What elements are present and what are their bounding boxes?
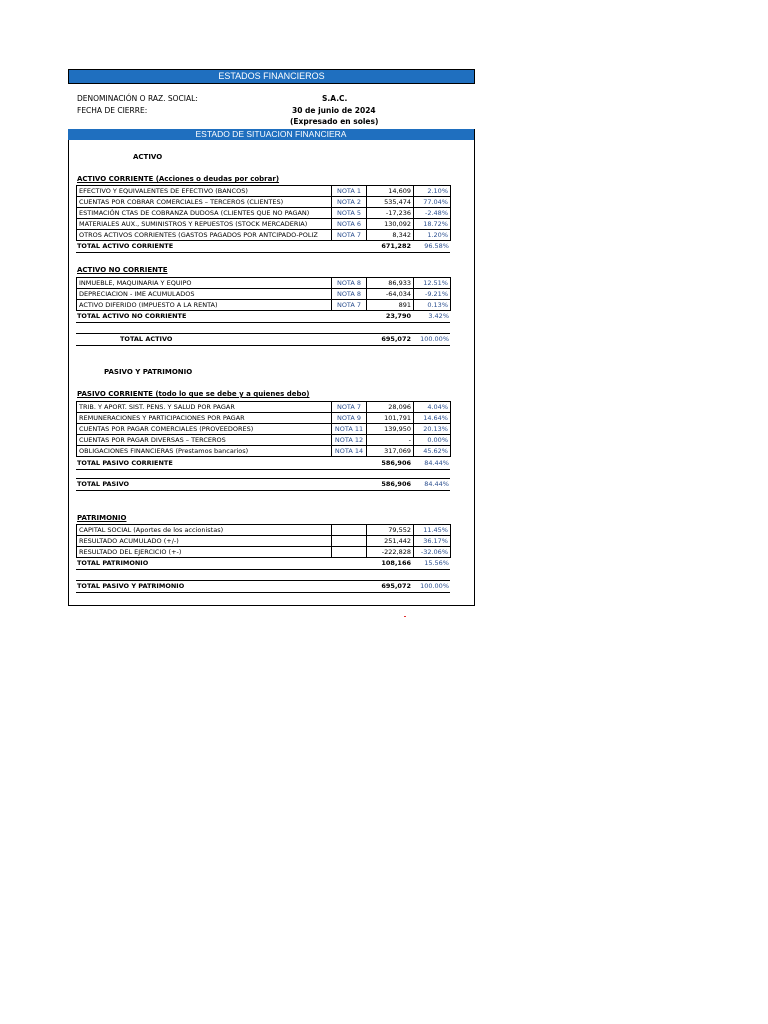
report-title: ESTADOS FINANCIEROS (68, 69, 475, 84)
row-note: NOTA 2 (332, 197, 367, 208)
row-label: OBLIGACIONES FINANCIERAS (Prestamos bancarios) (77, 446, 332, 457)
row-note (332, 525, 367, 536)
expresado-label: (Expresado en soles) (290, 117, 379, 126)
row-label: CUENTAS POR PAGAR DIVERSAS – TERCEROS (77, 435, 332, 446)
row-note (332, 547, 367, 558)
row-label: RESULTADO DEL EJERCICIO (+-) (77, 547, 332, 558)
total-amount: 695,072 (381, 335, 411, 343)
row-note: NOTA 7 (332, 402, 367, 413)
row-pct: 14.64% (414, 413, 451, 424)
total-pct: 96.58% (424, 242, 449, 250)
total-pasivo-patrimonio (76, 580, 450, 593)
row-amount: 101,791 (367, 413, 414, 424)
table-row (77, 413, 451, 424)
total-pct: 100.00% (420, 582, 449, 590)
row-pct: 4.04% (414, 402, 451, 413)
total-label: TOTAL ACTIVO CORRIENTE (77, 242, 174, 250)
row-amount: 28,096 (367, 402, 414, 413)
row-amount: - (367, 435, 414, 446)
row-note: NOTA 1 (332, 186, 367, 197)
row-amount: 79,552 (367, 525, 414, 536)
table-row (77, 525, 451, 536)
total-amount: 671,282 (381, 242, 411, 250)
row-label: MATERIALES AUX., SUMINISTROS Y REPUESTOS (STOCK MERCADERIA) (77, 219, 332, 230)
total-amount: 108,166 (381, 559, 411, 567)
table-row (77, 402, 451, 413)
row-amount: -17,236 (367, 208, 414, 219)
total-label: TOTAL PASIVO (77, 480, 130, 488)
fecha-label: FECHA DE CIERRE: (77, 106, 148, 115)
row-amount: -222,828 (367, 547, 414, 558)
row-label: OTROS ACTIVOS CORRIENTES (GASTOS PAGADOS POR ANTCIPADO-POLIZ (77, 230, 332, 241)
total-label: TOTAL ACTIVO NO CORRIENTE (77, 312, 187, 320)
red-marker (404, 616, 406, 617)
row-amount: 130,092 (367, 219, 414, 230)
row-amount: 891 (367, 300, 414, 311)
row-pct: 1.20% (414, 230, 451, 241)
row-pct: 11.45% (414, 525, 451, 536)
patrimonio-table (76, 524, 451, 558)
total-label: TOTAL PASIVO Y PATRIMONIO (77, 582, 185, 590)
activo-no-corriente-title: ACTIVO NO CORRIENTE (77, 266, 168, 274)
total-pct: 84.44% (424, 459, 449, 467)
denominacion-value: S.A.C. (322, 94, 348, 103)
row-label: CUENTAS POR PAGAR COMERCIALES (PROVEEDORES) (77, 424, 332, 435)
table-row (77, 230, 451, 241)
pasivo-corriente-title: PASIVO CORRIENTE (todo lo que se debe y a quienes debo) (77, 390, 310, 398)
row-label: RESULTADO ACUMULADO (+/-) (77, 536, 332, 547)
row-label: CUENTAS POR COBRAR COMERCIALES – TERCEROS (CLIENTES) (77, 197, 332, 208)
row-amount: 317,069 (367, 446, 414, 457)
row-pct: 45.62% (414, 446, 451, 457)
table-row (77, 289, 451, 300)
total-label: TOTAL PASIVO CORRIENTE (77, 459, 173, 467)
row-amount: 535,474 (367, 197, 414, 208)
row-pct: 2.10% (414, 186, 451, 197)
row-label: ACTIVO DIFERIDO (IMPUESTO A LA RENTA) (77, 300, 332, 311)
row-label: INMUEBLE, MAQUINARIA Y EQUIPO (77, 278, 332, 289)
row-note: NOTA 5 (332, 208, 367, 219)
row-amount: -64,034 (367, 289, 414, 300)
row-note: NOTA 14 (332, 446, 367, 457)
table-row (77, 219, 451, 230)
total-pasivo-corriente (76, 458, 450, 470)
table-row (77, 197, 451, 208)
activo-corriente-title: ACTIVO CORRIENTE (Acciones o deudas por cobrar) (77, 175, 280, 183)
row-amount: 86,933 (367, 278, 414, 289)
activo-corriente-table (76, 185, 451, 241)
table-row (77, 208, 451, 219)
fecha-value: 30 de junio de 2024 (292, 106, 376, 115)
row-note: NOTA 6 (332, 219, 367, 230)
row-amount: 251,442 (367, 536, 414, 547)
row-note: NOTA 11 (332, 424, 367, 435)
table-row (77, 186, 451, 197)
row-label: DEPRECIACION - IME ACUMULADOS (77, 289, 332, 300)
row-pct: 0.00% (414, 435, 451, 446)
table-row (77, 278, 451, 289)
sheet-title: ESTADO DE SITUACION FINANCIERA (68, 129, 474, 140)
table-row (77, 446, 451, 457)
row-pct: 18.72% (414, 219, 451, 230)
table-row (77, 547, 451, 558)
table-row (77, 300, 451, 311)
row-amount: 139,950 (367, 424, 414, 435)
row-note: NOTA 7 (332, 230, 367, 241)
row-pct: 77.04% (414, 197, 451, 208)
row-pct: 12.51% (414, 278, 451, 289)
denominacion-label: DENOMINACIÓN O RAZ. SOCIAL: (77, 94, 198, 103)
row-pct: 20.13% (414, 424, 451, 435)
row-pct: -32.06% (414, 547, 451, 558)
total-activo (76, 333, 450, 346)
table-row (77, 424, 451, 435)
total-amount: 23,790 (385, 312, 411, 320)
total-activo-no-corriente (76, 311, 450, 323)
row-label: EFECTIVO Y EQUIVALENTES DE EFECTIVO (BANCOS) (77, 186, 332, 197)
total-pasivo (76, 478, 450, 491)
row-note: NOTA 12 (332, 435, 367, 446)
row-note: NOTA 7 (332, 300, 367, 311)
row-label: CAPITAL SOCIAL (Aportes de los accionistas) (77, 525, 332, 536)
total-pct: 15.56% (424, 559, 449, 567)
pasivo-corriente-table (76, 401, 451, 457)
total-amount: 586,906 (381, 480, 411, 488)
table-row (77, 536, 451, 547)
row-amount: 14,609 (367, 186, 414, 197)
row-note: NOTA 9 (332, 413, 367, 424)
row-note: NOTA 8 (332, 289, 367, 300)
row-note (332, 536, 367, 547)
row-label: TRIB. Y APORT. SIST. PENS. Y SALUD POR PAGAR (77, 402, 332, 413)
total-pct: 84.44% (424, 480, 449, 488)
row-label: REMUNERACIONES Y PARTICIPACIONES POR PAGAR (77, 413, 332, 424)
row-pct: 36.17% (414, 536, 451, 547)
row-pct: 0.13% (414, 300, 451, 311)
total-amount: 586,906 (381, 459, 411, 467)
table-row (77, 435, 451, 446)
activo-no-corriente-table (76, 277, 451, 311)
row-amount: 8,342 (367, 230, 414, 241)
patrimonio-title: PATRIMONIO (77, 514, 127, 522)
pasivo-heading: PASIVO Y PATRIMONIO (104, 368, 193, 376)
total-pct: 100.00% (420, 335, 449, 343)
row-pct: -2.48% (414, 208, 451, 219)
total-pct: 3.42% (428, 312, 449, 320)
row-label: ESTIMACIÓN CTAS DE COBRANZA DUDOSA (CLIENTES QUE NO PAGAN) (77, 208, 332, 219)
row-note: NOTA 8 (332, 278, 367, 289)
activo-heading: ACTIVO (133, 153, 163, 161)
total-label: TOTAL PATRIMONIO (77, 559, 149, 567)
total-activo-corriente (76, 241, 450, 253)
total-patrimonio (76, 558, 450, 570)
total-amount: 695,072 (381, 582, 411, 590)
total-label: TOTAL ACTIVO (120, 335, 173, 343)
row-pct: -9.21% (414, 289, 451, 300)
